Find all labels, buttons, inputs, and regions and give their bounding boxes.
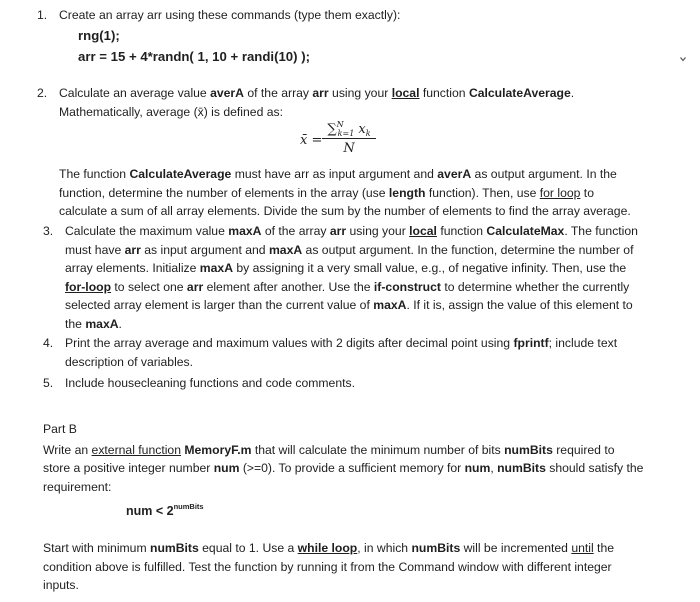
list-number: 3.	[43, 224, 54, 238]
list-number: 4.	[43, 336, 54, 350]
item-text: Include housecleaning functions and code comments.	[65, 376, 355, 390]
chevron-down-icon[interactable]	[680, 56, 686, 62]
item-text: Calculate an average value averA of the array arr using your local function CalculateAverage. Mathematically, average (x̄) is defined as:	[59, 86, 575, 119]
list-number: 5.	[43, 376, 54, 390]
formula-lhs: x̄ =	[300, 133, 323, 148]
item-text: Create an array arr using these commands (type them exactly):	[59, 8, 401, 22]
formula-denominator: N	[343, 141, 355, 156]
list-number: 2.	[37, 86, 48, 100]
formula-numerator: ∑$^N_{k=1}$ $x_k$	[327, 120, 371, 138]
inequality: num < $2^{numBits}$	[126, 502, 204, 518]
code-line-arr: arr = 15 + 4*randn( 1, 10 + randi(10) );	[78, 49, 310, 64]
code-line-rng: rng(1);	[78, 28, 120, 43]
section-heading: Part B	[43, 422, 77, 436]
average-formula	[300, 120, 390, 162]
item-text: Print the array average and maximum values with 2 digits after decimal point using fprintf; include text description of variables.	[65, 336, 618, 369]
item-text: Calculate the maximum value maxA of the array arr using your local function CalculateMax. The function must have arr as input argument and maxA as output argument. In the function, determine the number of array elements. Initialize maxA by assigning it a very small value, e.g., of negative infinity. Then, use the for-loop to select one arr element after another. Use the if-construct to determine whether the currently selected array element is larger than the current value of maxA. If it is, assign the value of this element to the maxA.	[65, 224, 638, 331]
fraction-bar	[322, 138, 376, 139]
list-number: 1.	[37, 8, 48, 22]
formula-fraction	[322, 120, 376, 156]
